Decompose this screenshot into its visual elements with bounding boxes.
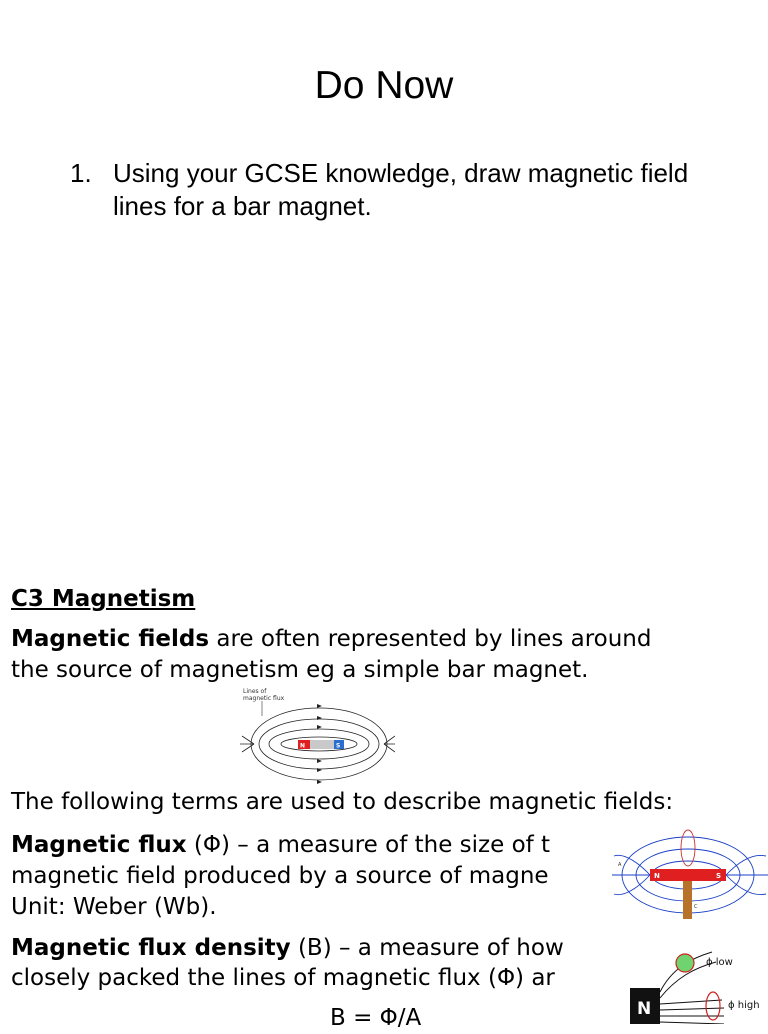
paragraph-density-line2: closely packed the lines of magnetic flux (Φ) ar xyxy=(11,965,555,991)
paragraph-flux-unit: Unit: Weber (Wb). xyxy=(11,894,217,920)
paragraph-fields-line1: Magnetic fields are often represented by lines around xyxy=(11,626,652,652)
paragraph-density-line1: Magnetic flux density (B) – a measure of how xyxy=(11,935,564,961)
flux-density-diagram xyxy=(612,938,768,1024)
bar-magnet-field-diagram xyxy=(240,686,395,784)
fig2-a-label: A xyxy=(618,862,622,868)
flux-field-diagram xyxy=(612,826,768,924)
term-magnetic-flux-density: Magnetic flux density xyxy=(11,935,291,961)
question-text: Using your GCSE knowledge, draw magnetic field lines for a bar magnet. xyxy=(113,158,689,221)
paragraph-terms: The following terms are used to describe magnetic fields: xyxy=(11,789,674,815)
fig1-s-label: S xyxy=(336,742,341,750)
fig3-low-label: ϕ low xyxy=(706,957,733,968)
fig1-caption-2: magnetic flux xyxy=(243,695,285,702)
paragraph-flux-line1: Magnetic flux (Φ) – a measure of the size of t xyxy=(11,832,551,858)
term-magnetic-flux: Magnetic flux xyxy=(11,832,187,858)
fig1-caption-1: Lines of xyxy=(243,688,267,695)
fig1-n-label: N xyxy=(300,742,306,750)
paragraph-fields-line2: the source of magnetism eg a simple bar magnet. xyxy=(11,657,589,683)
section-heading: C3 Magnetism xyxy=(11,586,196,612)
fig3-n-label: N xyxy=(637,999,652,1019)
fig2-c-label: C xyxy=(694,904,698,910)
flux-density-formula: B = Φ/A xyxy=(330,1005,422,1031)
fig2-n-label: N xyxy=(654,872,660,880)
fig2-s-label: S xyxy=(716,872,722,880)
term-magnetic-fields: Magnetic fields xyxy=(11,626,210,652)
fig3-high-label: ϕ high xyxy=(728,1000,760,1011)
slide-title: Do Now xyxy=(314,64,454,107)
question-number: 1. xyxy=(70,158,92,188)
paragraph-flux-line2: magnetic field produced by a source of magne xyxy=(11,863,549,889)
